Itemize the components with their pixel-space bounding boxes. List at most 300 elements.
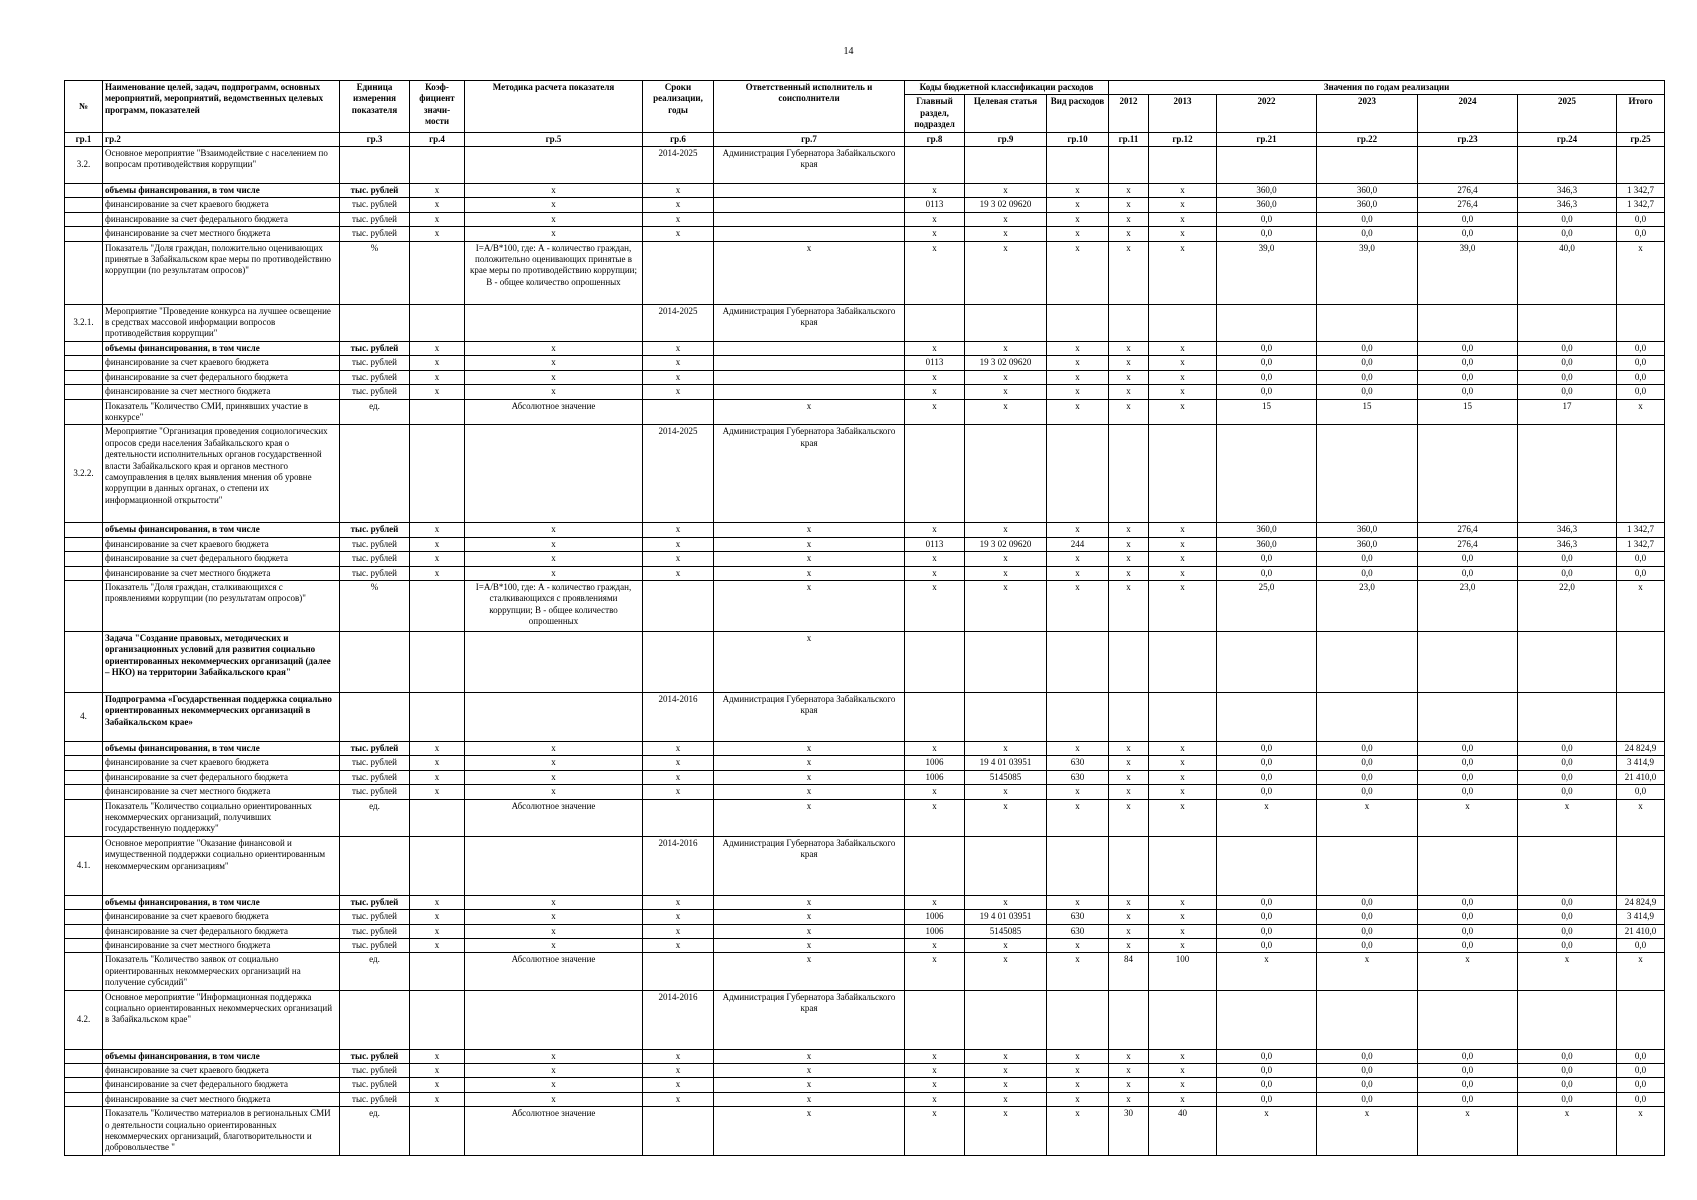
value-2024-cell: 276,4 (1418, 537, 1518, 551)
method-cell: х (465, 552, 643, 566)
method-cell: I=A/B*100, где: А - количество граждан, сталкивающихся с проявлениями коррупции; В - общее количество опрошенных (465, 580, 643, 631)
code-main-cell: х (905, 523, 965, 537)
code-main-cell (905, 990, 965, 1049)
row-name-cell: финансирование за счет краевого бюджета (103, 756, 340, 770)
unit-cell: тыс. рублей (340, 770, 410, 784)
code-kind-cell: 630 (1047, 770, 1109, 784)
code-kind-cell: х (1047, 895, 1109, 909)
table-row (65, 385, 1665, 399)
row-number-cell: 3.2.1. (65, 304, 103, 341)
row-number-cell (65, 370, 103, 384)
coefficient-cell: х (410, 785, 465, 799)
table-row (65, 939, 1665, 953)
value-2012-cell (1109, 631, 1149, 692)
value-total-cell: х (1617, 399, 1665, 425)
method-cell: х (465, 741, 643, 755)
column-number-cell: гр.23 (1418, 132, 1518, 146)
value-total-cell: 1 342,7 (1617, 523, 1665, 537)
method-cell: х (465, 770, 643, 784)
row-name-cell: объемы финансирования, в том числе (103, 741, 340, 755)
value-2012-cell: х (1109, 1064, 1149, 1078)
value-2022-cell: 360,0 (1217, 198, 1317, 212)
method-cell: х (465, 537, 643, 551)
coefficient-cell: х (410, 227, 465, 241)
value-2022-cell: 0,0 (1217, 756, 1317, 770)
value-2024-cell: 0,0 (1418, 370, 1518, 384)
row-name-cell: финансирование за счет местного бюджета (103, 1092, 340, 1106)
unit-cell: тыс. рублей (340, 523, 410, 537)
unit-cell: тыс. рублей (340, 939, 410, 953)
unit-cell: ед. (340, 953, 410, 990)
value-2024-cell (1418, 990, 1518, 1049)
value-2022-cell: 0,0 (1217, 370, 1317, 384)
value-2012-cell: х (1109, 552, 1149, 566)
value-2012-cell: х (1109, 939, 1149, 953)
row-number-cell (65, 198, 103, 212)
row-number-cell (65, 1078, 103, 1092)
code-target-cell: х (965, 341, 1047, 355)
value-2012-cell: х (1109, 1049, 1149, 1063)
row-number-cell (65, 566, 103, 580)
code-kind-cell: 630 (1047, 756, 1109, 770)
value-2025-cell: х (1518, 953, 1617, 990)
method-cell: Абсолютное значение (465, 799, 643, 836)
value-total-cell: 0,0 (1617, 1049, 1665, 1063)
terms-cell: х (643, 1064, 714, 1078)
value-2012-cell: х (1109, 741, 1149, 755)
value-2012-cell (1109, 990, 1149, 1049)
value-2023-cell: 0,0 (1317, 1078, 1418, 1092)
code-kind-cell (1047, 631, 1109, 692)
value-2023-cell: 0,0 (1317, 212, 1418, 226)
code-target-cell: х (965, 1107, 1047, 1156)
table-row (65, 895, 1665, 909)
value-2012-cell: х (1109, 385, 1149, 399)
code-main-cell: х (905, 212, 965, 226)
table-row (65, 198, 1665, 212)
method-cell: х (465, 895, 643, 909)
unit-cell: тыс. рублей (340, 537, 410, 551)
row-number-cell (65, 924, 103, 938)
value-2013-cell: х (1149, 399, 1217, 425)
terms-cell: х (643, 1049, 714, 1063)
responsible-cell: х (714, 523, 905, 537)
method-cell: Абсолютное значение (465, 399, 643, 425)
code-main-cell (905, 304, 965, 341)
value-2024-cell: 39,0 (1418, 241, 1518, 304)
code-kind-cell: х (1047, 212, 1109, 226)
code-kind-cell: 244 (1047, 537, 1109, 551)
value-total-cell: 0,0 (1617, 1064, 1665, 1078)
column-number-row (65, 132, 1665, 146)
row-name-cell: финансирование за счет краевого бюджета (103, 1064, 340, 1078)
value-2022-cell: 15 (1217, 399, 1317, 425)
code-main-cell: х (905, 241, 965, 304)
value-total-cell: 0,0 (1617, 1078, 1665, 1092)
code-main-cell: 1006 (905, 910, 965, 924)
row-name-cell: объемы финансирования, в том числе (103, 1049, 340, 1063)
row-number-cell (65, 385, 103, 399)
value-2022-cell: 0,0 (1217, 1092, 1317, 1106)
responsible-cell: х (714, 537, 905, 551)
code-kind-cell: х (1047, 385, 1109, 399)
row-name-cell: Мероприятие "Проведение конкурса на лучшее освещение в средствах массовой информации вопросов противодействия коррупции" (103, 304, 340, 341)
value-2022-cell: 0,0 (1217, 341, 1317, 355)
value-total-cell: 0,0 (1617, 939, 1665, 953)
header-budget-codes: Коды бюджетной классификации расходов (905, 81, 1109, 95)
value-2024-cell (1418, 836, 1518, 895)
value-2012-cell (1109, 836, 1149, 895)
value-2024-cell: 276,4 (1418, 184, 1518, 198)
unit-cell: тыс. рублей (340, 1078, 410, 1092)
value-2013-cell: х (1149, 537, 1217, 551)
value-2022-cell: 25,0 (1217, 580, 1317, 631)
value-total-cell (1617, 425, 1665, 523)
page-number: 14 (843, 46, 854, 57)
value-2022-cell: 0,0 (1217, 1049, 1317, 1063)
header-year-2025: 2025 (1518, 95, 1617, 132)
code-target-cell: х (965, 552, 1047, 566)
table-row (65, 304, 1665, 341)
terms-cell (643, 799, 714, 836)
row-name-cell: объемы финансирования, в том числе (103, 184, 340, 198)
coefficient-cell (410, 631, 465, 692)
value-2013-cell: х (1149, 241, 1217, 304)
value-2013-cell (1149, 425, 1217, 523)
row-number-cell (65, 341, 103, 355)
value-2012-cell (1109, 692, 1149, 741)
column-number-cell: гр.6 (643, 132, 714, 146)
responsible-cell: х (714, 895, 905, 909)
row-name-cell: объемы финансирования, в том числе (103, 523, 340, 537)
value-2023-cell: 0,0 (1317, 770, 1418, 784)
value-2013-cell: х (1149, 198, 1217, 212)
code-kind-cell (1047, 692, 1109, 741)
value-2022-cell: 0,0 (1217, 566, 1317, 580)
value-2023-cell: х (1317, 953, 1418, 990)
method-cell: х (465, 198, 643, 212)
code-kind-cell (1047, 425, 1109, 523)
code-main-cell: х (905, 1078, 965, 1092)
value-2012-cell: х (1109, 785, 1149, 799)
coefficient-cell: х (410, 212, 465, 226)
row-name-cell: финансирование за счет местного бюджета (103, 385, 340, 399)
row-number-cell (65, 785, 103, 799)
value-2012-cell: х (1109, 924, 1149, 938)
table-row (65, 227, 1665, 241)
code-kind-cell: 630 (1047, 910, 1109, 924)
code-main-cell: х (905, 1049, 965, 1063)
terms-cell: х (643, 741, 714, 755)
value-2013-cell: х (1149, 741, 1217, 755)
value-2013-cell: х (1149, 227, 1217, 241)
value-2013-cell: х (1149, 1049, 1217, 1063)
value-2024-cell: 0,0 (1418, 227, 1518, 241)
value-2012-cell: х (1109, 566, 1149, 580)
value-total-cell: 3 414,9 (1617, 756, 1665, 770)
unit-cell (340, 425, 410, 523)
code-main-cell (905, 836, 965, 895)
value-2025-cell: 346,3 (1518, 537, 1617, 551)
value-2022-cell: 39,0 (1217, 241, 1317, 304)
terms-cell: х (643, 756, 714, 770)
unit-cell: тыс. рублей (340, 212, 410, 226)
code-kind-cell: х (1047, 939, 1109, 953)
unit-cell (340, 147, 410, 184)
code-kind-cell: х (1047, 1049, 1109, 1063)
column-number-cell: гр.1 (65, 132, 103, 146)
coefficient-cell: х (410, 1049, 465, 1063)
value-total-cell: 21 410,0 (1617, 924, 1665, 938)
column-number-cell: гр.3 (340, 132, 410, 146)
row-name-cell: Основное мероприятие "Оказание финансовой и имущественной поддержки социально ориентированным некоммерческим организациям" (103, 836, 340, 895)
value-2013-cell: х (1149, 212, 1217, 226)
value-2025-cell: 0,0 (1518, 756, 1617, 770)
code-kind-cell: х (1047, 799, 1109, 836)
table-row (65, 924, 1665, 938)
value-2022-cell: 0,0 (1217, 910, 1317, 924)
value-total-cell: 1 342,7 (1617, 537, 1665, 551)
responsible-cell: х (714, 1107, 905, 1156)
value-2025-cell: 0,0 (1518, 566, 1617, 580)
row-name-cell: финансирование за счет местного бюджета (103, 566, 340, 580)
value-total-cell: 0,0 (1617, 356, 1665, 370)
code-target-cell: х (965, 184, 1047, 198)
value-2022-cell: 0,0 (1217, 785, 1317, 799)
value-2025-cell: 17 (1518, 399, 1617, 425)
value-2013-cell: х (1149, 1078, 1217, 1092)
row-number-cell (65, 1092, 103, 1106)
value-2025-cell: 0,0 (1518, 895, 1617, 909)
responsible-cell (714, 184, 905, 198)
value-total-cell (1617, 304, 1665, 341)
value-2024-cell: 0,0 (1418, 924, 1518, 938)
code-target-cell: х (965, 1064, 1047, 1078)
value-2024-cell: 0,0 (1418, 566, 1518, 580)
terms-cell (643, 580, 714, 631)
value-total-cell: 0,0 (1617, 552, 1665, 566)
coefficient-cell (410, 799, 465, 836)
terms-cell: х (643, 370, 714, 384)
unit-cell (340, 631, 410, 692)
row-name-cell: Показатель "Доля граждан, сталкивающихся с проявлениями коррупции (по результатам опросов)" (103, 580, 340, 631)
code-main-cell (905, 147, 965, 184)
code-main-cell: 1006 (905, 756, 965, 770)
row-number-cell (65, 537, 103, 551)
code-main-cell: х (905, 566, 965, 580)
responsible-cell: Администрация Губернатора Забайкальского края (714, 692, 905, 741)
value-2024-cell: х (1418, 953, 1518, 990)
code-target-cell: 19 3 02 09620 (965, 198, 1047, 212)
terms-cell: х (643, 939, 714, 953)
responsible-cell (714, 212, 905, 226)
value-2025-cell: х (1518, 1107, 1617, 1156)
column-number-cell: гр.25 (1617, 132, 1665, 146)
terms-cell (643, 1107, 714, 1156)
code-kind-cell: х (1047, 184, 1109, 198)
code-kind-cell: х (1047, 399, 1109, 425)
code-target-cell: 19 4 01 03951 (965, 910, 1047, 924)
method-cell: х (465, 1064, 643, 1078)
value-2022-cell (1217, 990, 1317, 1049)
value-2024-cell (1418, 425, 1518, 523)
responsible-cell: х (714, 924, 905, 938)
coefficient-cell: х (410, 356, 465, 370)
value-2022-cell: х (1217, 953, 1317, 990)
code-target-cell: х (965, 1078, 1047, 1092)
header-code-main: Главный раздел, подраздел (905, 95, 965, 132)
header-row-top (65, 81, 1665, 95)
table-row (65, 370, 1665, 384)
value-2012-cell: х (1109, 356, 1149, 370)
method-cell: х (465, 212, 643, 226)
method-cell: Абсолютное значение (465, 1107, 643, 1156)
row-name-cell: финансирование за счет краевого бюджета (103, 910, 340, 924)
value-2012-cell (1109, 304, 1149, 341)
value-2025-cell: 0,0 (1518, 939, 1617, 953)
terms-cell: х (643, 770, 714, 784)
responsible-cell: х (714, 785, 905, 799)
code-kind-cell: х (1047, 1107, 1109, 1156)
value-2022-cell: 0,0 (1217, 1078, 1317, 1092)
table-row (65, 425, 1665, 523)
value-2025-cell: 22,0 (1518, 580, 1617, 631)
responsible-cell: х (714, 552, 905, 566)
code-kind-cell (1047, 836, 1109, 895)
unit-cell: тыс. рублей (340, 756, 410, 770)
value-2022-cell (1217, 631, 1317, 692)
value-2023-cell: 0,0 (1317, 370, 1418, 384)
method-cell (465, 836, 643, 895)
table-row (65, 910, 1665, 924)
value-2025-cell: 0,0 (1518, 770, 1617, 784)
value-2024-cell (1418, 692, 1518, 741)
code-main-cell: х (905, 341, 965, 355)
terms-cell: х (643, 341, 714, 355)
row-name-cell: Показатель "Доля граждан, положительно оценивающих принятые в Забайкальском крае меры по противодействию коррупции (по результатам опросов)" (103, 241, 340, 304)
coefficient-cell: х (410, 566, 465, 580)
unit-cell: тыс. рублей (340, 385, 410, 399)
value-2025-cell (1518, 147, 1617, 184)
unit-cell: тыс. рублей (340, 1092, 410, 1106)
column-number-cell: гр.11 (1109, 132, 1149, 146)
code-kind-cell: 630 (1047, 924, 1109, 938)
program-table (64, 80, 1665, 1156)
terms-cell: 2014-2016 (643, 990, 714, 1049)
code-kind-cell (1047, 147, 1109, 184)
code-main-cell: х (905, 895, 965, 909)
coefficient-cell: х (410, 924, 465, 938)
value-2022-cell: 0,0 (1217, 356, 1317, 370)
coefficient-cell: х (410, 184, 465, 198)
code-kind-cell: х (1047, 580, 1109, 631)
value-2025-cell: 0,0 (1518, 1092, 1617, 1106)
header-code-kind: Вид расходов (1047, 95, 1109, 132)
coefficient-cell: х (410, 1078, 465, 1092)
value-2022-cell: 0,0 (1217, 227, 1317, 241)
value-2025-cell: 0,0 (1518, 341, 1617, 355)
responsible-cell: Администрация Губернатора Забайкальского края (714, 425, 905, 523)
responsible-cell (714, 356, 905, 370)
table-row (65, 399, 1665, 425)
coefficient-cell: х (410, 341, 465, 355)
responsible-cell (714, 370, 905, 384)
value-2022-cell: 360,0 (1217, 523, 1317, 537)
value-2023-cell: 0,0 (1317, 939, 1418, 953)
value-2024-cell: 0,0 (1418, 1092, 1518, 1106)
unit-cell (340, 836, 410, 895)
terms-cell: х (643, 552, 714, 566)
value-2022-cell: 0,0 (1217, 924, 1317, 938)
value-2024-cell: 0,0 (1418, 212, 1518, 226)
unit-cell: % (340, 580, 410, 631)
row-number-cell: 4. (65, 692, 103, 741)
terms-cell: 2014-2025 (643, 425, 714, 523)
table-row (65, 523, 1665, 537)
code-target-cell: х (965, 799, 1047, 836)
row-number-cell (65, 1049, 103, 1063)
code-kind-cell: х (1047, 523, 1109, 537)
column-number-cell: гр.21 (1217, 132, 1317, 146)
unit-cell: ед. (340, 1107, 410, 1156)
value-2025-cell: 0,0 (1518, 356, 1617, 370)
code-target-cell (965, 425, 1047, 523)
coefficient-cell (410, 399, 465, 425)
row-number-cell (65, 939, 103, 953)
method-cell (465, 631, 643, 692)
responsible-cell: х (714, 631, 905, 692)
responsible-cell: х (714, 1049, 905, 1063)
table-row (65, 631, 1665, 692)
value-2012-cell: х (1109, 341, 1149, 355)
value-2023-cell: 0,0 (1317, 785, 1418, 799)
table-row (65, 356, 1665, 370)
row-name-cell: финансирование за счет федерального бюджета (103, 370, 340, 384)
value-2025-cell: 346,3 (1518, 198, 1617, 212)
responsible-cell: х (714, 1078, 905, 1092)
value-2023-cell: 0,0 (1317, 356, 1418, 370)
code-target-cell (965, 990, 1047, 1049)
responsible-cell (714, 198, 905, 212)
table-row (65, 692, 1665, 741)
value-2023-cell (1317, 631, 1418, 692)
responsible-cell (714, 341, 905, 355)
value-2023-cell (1317, 692, 1418, 741)
table-row (65, 241, 1665, 304)
value-total-cell: 0,0 (1617, 212, 1665, 226)
value-2025-cell: 0,0 (1518, 552, 1617, 566)
row-name-cell: финансирование за счет федерального бюджета (103, 552, 340, 566)
method-cell: Абсолютное значение (465, 953, 643, 990)
value-2024-cell (1418, 631, 1518, 692)
value-2012-cell: х (1109, 895, 1149, 909)
value-2013-cell (1149, 692, 1217, 741)
value-2013-cell: х (1149, 756, 1217, 770)
coefficient-cell: х (410, 198, 465, 212)
row-name-cell: Задача "Создание правовых, методических и организационных условий для развития социально ориентированных некоммерческих организаций (далее – НКО) на территории Забайкальского края" (103, 631, 340, 692)
header-no: № (65, 81, 103, 133)
terms-cell (643, 953, 714, 990)
code-target-cell: х (965, 566, 1047, 580)
row-number-cell (65, 227, 103, 241)
code-target-cell: х (965, 1092, 1047, 1106)
value-2012-cell: х (1109, 198, 1149, 212)
code-target-cell: х (965, 580, 1047, 631)
header-method: Методика расчета показателя (465, 81, 643, 133)
code-kind-cell: х (1047, 370, 1109, 384)
value-2012-cell: х (1109, 241, 1149, 304)
value-total-cell: 0,0 (1617, 341, 1665, 355)
